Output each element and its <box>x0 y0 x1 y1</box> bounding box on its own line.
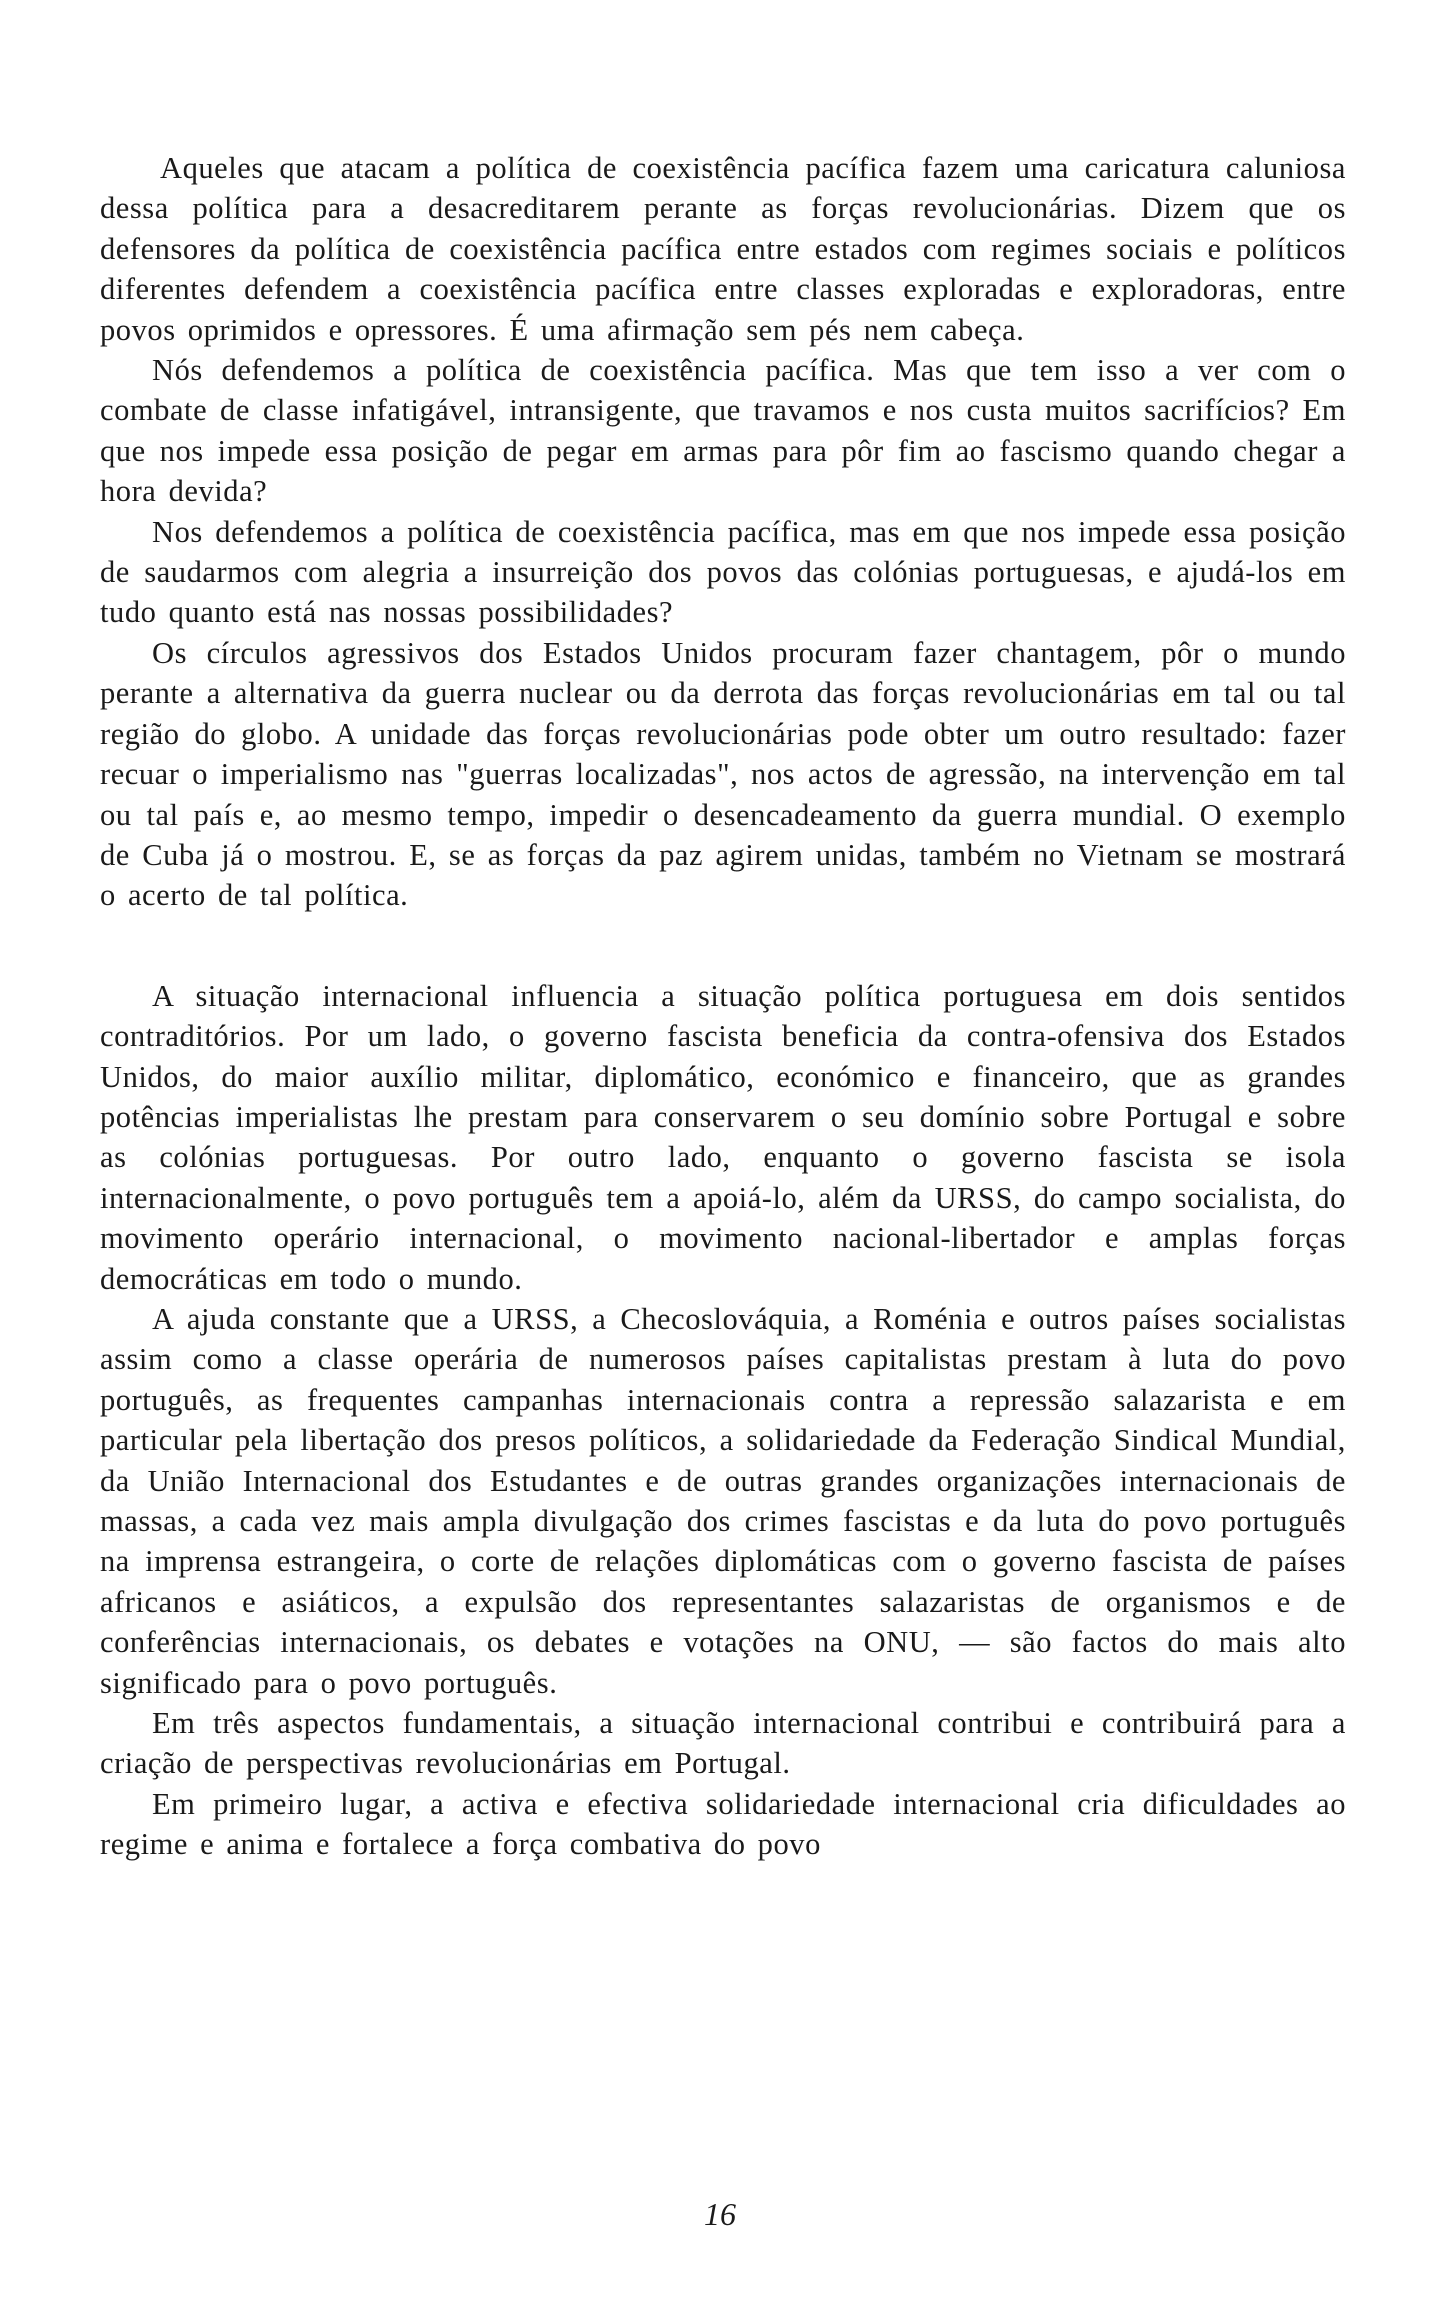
document-page <box>100 148 1346 1865</box>
paragraph-coexistence-critics: Aqueles que atacam a política de coexistência pacífica fazem uma caricatura caluniosa dessa política para a desacreditarem perante as forças revolucionárias. Dizem que os defensores da política de coexistência pacífica entre estados com regimes sociais e políticos diferentes defendem a coexistência pacífica entre classes exploradas e exploradoras, entre povos oprimidos e opressores. É uma afirmação sem pés nem cabeça. <box>100 151 1346 347</box>
paragraph-we-defend-coexistence: Nós defendemos a política de coexistência pacífica. Mas que tem isso a ver com o combate de classe infatigável, intransigente, que travamos e nos custa muitos sacrifícios? Em que nos impede essa posição de pegar em armas para pôr fim ao fascismo quando chegar a hora devida? <box>100 353 1346 509</box>
page-number: 16 <box>704 2196 736 2232</box>
paragraph-colonies-insurrection: Nos defendemos a política de coexistência pacífica, mas em que nos impede essa posição de saudarmos com alegria a insurreição dos povos das colónias portuguesas, e ajudá-los em tudo quanto está nas nossas possibilidades? <box>100 514 1346 630</box>
paragraph-three-aspects: Em três aspectos fundamentais, a situação internacional contribui e contribuirá para a criação de perspectivas revolucionárias em Portugal. <box>100 1706 1346 1781</box>
paragraph-us-blackmail: Os círculos agressivos dos Estados Unidos procuram fazer chantagem, pôr o mundo perante a alternativa da guerra nuclear ou da derrota das forças revolucionárias em tal ou tal região do globo. A unidade das forças revolucionárias pode obter um outro resultado: fazer recuar o imperialismo nas "guerras localizadas", nos actos de agressão, na intervenção em tal ou tal país e, ao mesmo tempo, impedir o desencadeamento da guerra mundial. O exemplo de Cuba já o mostrou. E, se as forças da paz agirem unidas, também no Vietnam se mostrará o acerto de tal política. <box>100 635 1346 913</box>
paragraph-international-aid: A ajuda constante que a URSS, a Checoslováquia, a Roménia e outros países socialistas assim como a classe operária de numerosos países capitalistas prestam à luta do povo português, as frequentes campanhas internacionais contra a repressão salazarista e em particular pela libertação dos presos políticos, a solidariedade da Federação Sindical Mundial, da União Internacional dos Estudantes e de outras grandes organizações internacionais de massas, a cada vez mais ampla divulgação dos crimes fascistas e da luta do povo português na imprensa estrangeira, o corte de relações diplomáticas com o governo fascista de países africanos e asiáticos, a expulsão dos representantes salazaristas de organismos e de conferências internacionais, os debates e votações na ONU, — são factos do mais alto significado para o povo português. <box>100 1301 1346 1700</box>
paragraph-international-situation: A situação internacional influencia a situação política portuguesa em dois sentidos contraditórios. Por um lado, o governo fascista beneficia da contra-ofensiva dos Estados Unidos, do maior auxílio militar, diplomático, económico e financeiro, que as grandes potências imperialistas lhe prestam para conservarem o seu domínio sobre Portugal e sobre as colónias portuguesas. Por outro lado, enquanto o governo fascista se isola internacionalmente, o povo português tem a apoiá-lo, além da URSS, do campo socialista, do movimento operário internacional, o movimento nacional-libertador e amplas forças democráticas em todo o mundo. <box>100 978 1346 1296</box>
paragraph-first-aspect: Em primeiro lugar, a activa e efectiva solidariedade internacional cria dificuldades ao regime e anima e fortalece a força combativa do povo <box>100 1786 1346 1862</box>
